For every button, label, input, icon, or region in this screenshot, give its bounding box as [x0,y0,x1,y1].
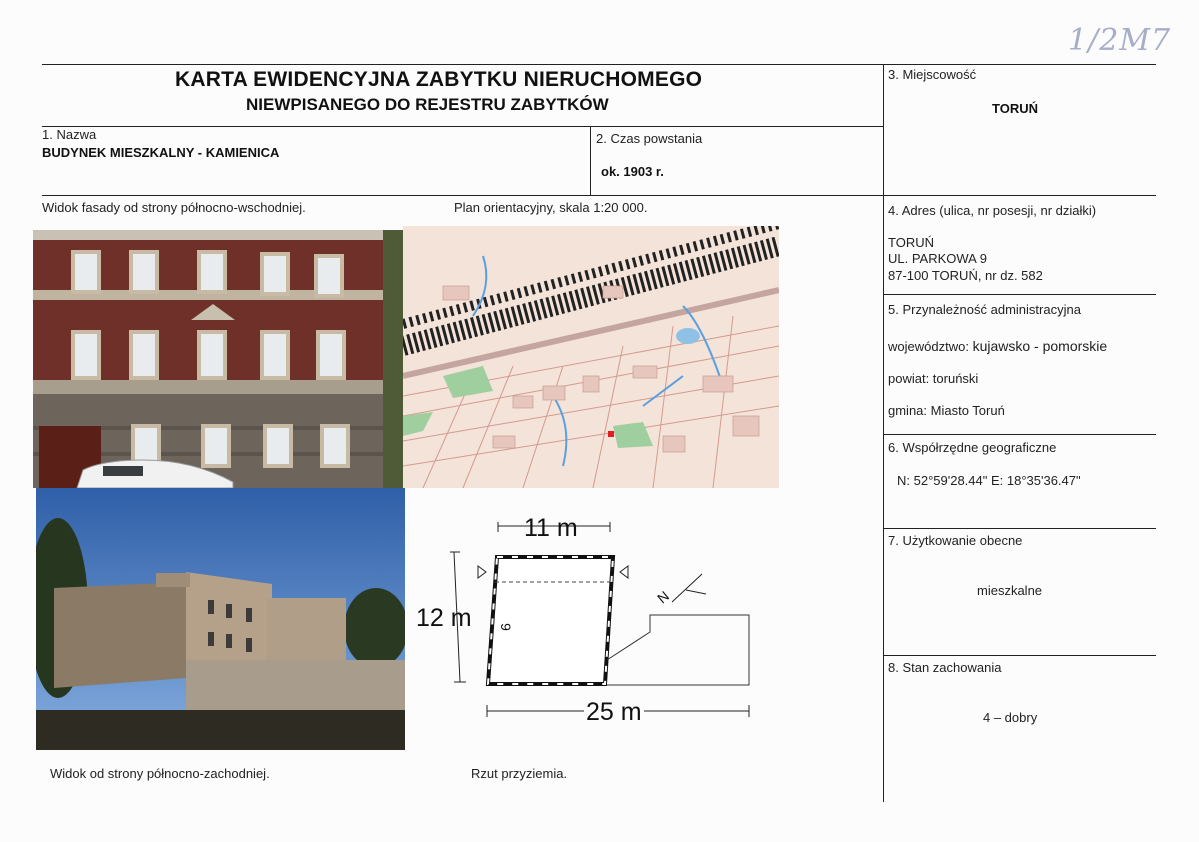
name-label: 1. Nazwa [42,127,97,142]
date-value: ok. 1903 r. [601,164,664,179]
address-line3: 87-100 TORUŃ, nr dz. 582 [888,268,1043,283]
usage-value: mieszkalne [977,583,1043,598]
admin-label: 5. Przynależność administracyjna [888,302,1081,317]
left-column-divider [883,64,884,802]
header-bottom-line [42,126,883,127]
usage-label: 7. Użytkowanie obecne [888,533,1023,548]
row1-bottom-line [42,195,1156,196]
card-subtitle: NIEWPISANEGO DO REJESTRU ZABYTKÓW [246,95,609,114]
admin-voivodeship [888,339,1107,353]
plan-room-mark: 9 [497,623,514,631]
facade-photo [33,230,403,488]
map-caption: Plan orientacyjny, skala 1:20 000. [454,200,648,215]
inventory-mark: 1/2M7 [1068,23,1172,58]
frame-top-line [42,64,1156,65]
floor-plan [410,512,755,727]
rear-caption: Widok od strony północno-zachodniej. [50,766,270,781]
address-label: 4. Adres (ulica, nr posesji, nr działki) [888,203,1097,218]
condition-label: 8. Stan zachowania [888,660,1002,675]
address-bottom-line [883,294,1156,295]
north-mark: N [654,587,673,607]
coords-label: 6. Współrzędne geograficzne [888,440,1057,455]
plan-width-bottom: 25 m [586,698,642,726]
address-line1: TORUŃ [888,235,934,250]
card-title: KARTA EWIDENCYJNA ZABYTKU NIERUCHOMEGO [175,68,703,91]
coords-bottom-line [883,528,1156,529]
facade-caption: Widok fasady od strony północno-wschodniej. [42,200,306,215]
rear-photo [36,488,405,750]
name-value: BUDYNEK MIESZKALNY - KAMIENICA [42,145,280,160]
orientation-map [403,226,779,488]
date-label: 2. Czas powstania [596,131,703,146]
plan-width-top: 11 m [524,514,578,542]
plan-height: 12 m [416,604,472,632]
locality-label: 3. Miejscowość [888,67,977,82]
admin-bottom-line [883,434,1156,435]
plan-caption: Rzut przyziemia. [471,766,568,781]
admin-commune: gmina: Miasto Toruń [888,403,1005,418]
voivodeship-value: kujawsko - pomorskie [972,338,1108,354]
condition-value: 4 – dobry [983,710,1038,725]
address-line2: UL. PARKOWA 9 [888,251,987,266]
locality-value: TORUŃ [992,101,1038,116]
admin-county: powiat: toruński [888,371,979,386]
usage-bottom-line [883,655,1156,656]
coords-value: N: 52°59'28.44" E: 18°35'36.47" [897,473,1081,488]
voivodeship-label: województwo: [888,339,969,354]
name-date-divider [590,126,591,196]
